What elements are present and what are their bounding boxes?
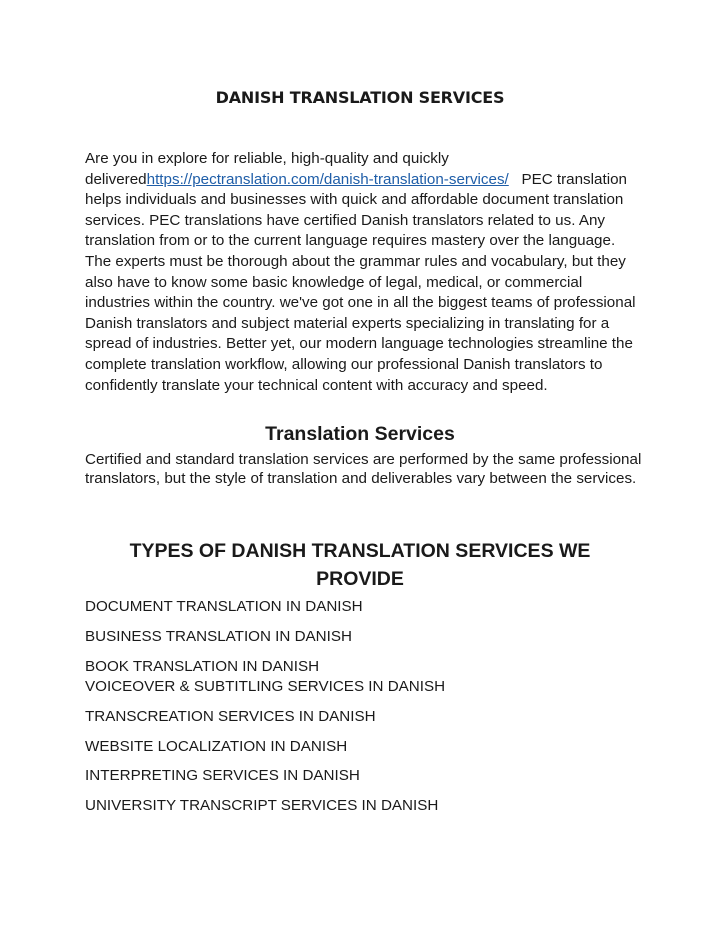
page-title: DANISH TRANSLATION SERVICES <box>215 88 505 107</box>
intro-paragraph <box>85 149 645 396</box>
service-item-interpreting: INTERPRETING SERVICES IN DANISH <box>85 767 360 784</box>
service-item-document: DOCUMENT TRANSLATION IN DANISH <box>85 598 363 615</box>
intro-text-rest: PEC translation helps individuals and businesses with quick and affordable document translation services. PEC translations have certified Danish translators related to us. Any translation from or to the current language requires mastery over the language. The experts must be thorough about the grammar rules and vocabulary, but they also have to know some basic knowledge of legal, medical, or commercial industries within the country. we've got one in all the biggest teams of professional Danish translators and subject material experts specializing in translating for a spread of industries. Better yet, our modern language technologies streamline the complete translation workflow, allowing our professional Danish translators to confidently translate your technical content with accuracy and speed. <box>85 170 640 394</box>
service-item-book: BOOK TRANSLATION IN DANISH <box>85 658 320 675</box>
service-item-university: UNIVERSITY TRANSCRIPT SERVICES IN DANISH <box>85 797 439 814</box>
types-heading: TYPES OF DANISH TRANSLATION SERVICES WE PROVIDE <box>129 540 591 590</box>
service-item-voiceover: VOICEOVER & SUBTITLING SERVICES IN DANISH <box>85 678 446 695</box>
service-item-website: WEBSITE LOCALIZATION IN DANISH <box>85 738 348 755</box>
intro-text-start: Are you in explore for reliable, high-quality and quickly delivered <box>85 150 449 188</box>
service-item-business: BUSINESS TRANSLATION IN DANISH <box>85 628 352 645</box>
danish-translation-link[interactable]: https://pectranslation.com/danish-translation-services/ <box>146 170 509 188</box>
translation-services-body: Certified and standard translation services are performed by the same professional translators, but the style of translation and deliverables vary between the services. <box>85 451 642 488</box>
translation-services-heading: Translation Services <box>265 423 455 445</box>
service-item-transcreation: TRANSCREATION SERVICES IN DANISH <box>85 708 376 725</box>
